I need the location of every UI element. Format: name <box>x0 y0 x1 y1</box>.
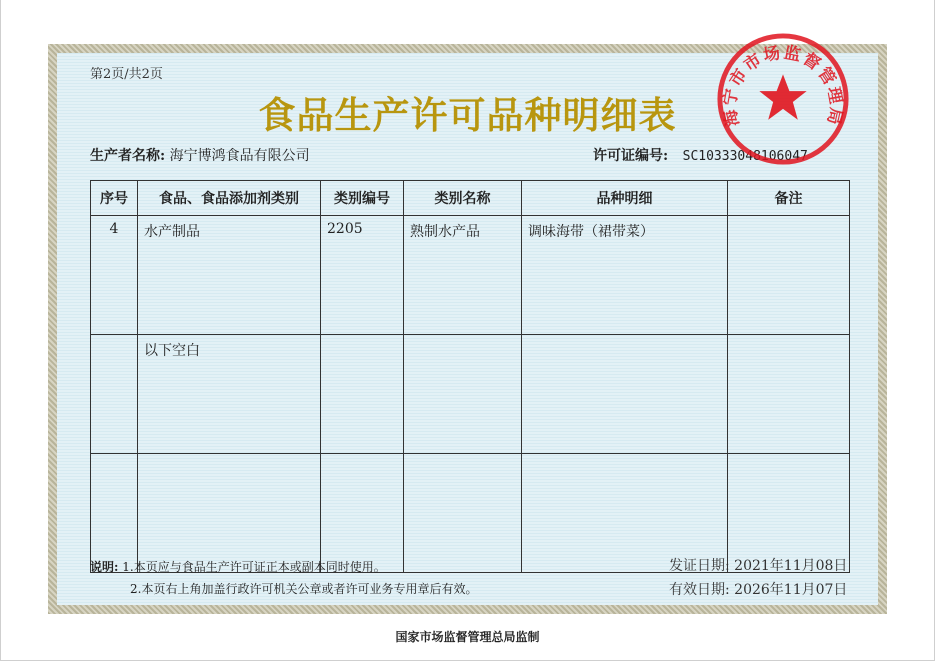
cell-remark <box>728 335 850 454</box>
notes-line-1: 1.本页应与食品生产许可证正本或副本同时使用。 <box>122 560 386 574</box>
cell-category: 水产制品 <box>138 216 321 335</box>
cell-code: 2205 <box>321 216 404 335</box>
document-title: 食品生产许可品种明细表 <box>258 93 677 137</box>
cell-remark <box>728 216 850 335</box>
dates <box>669 554 847 602</box>
notes <box>90 556 477 600</box>
cell-seq <box>91 335 138 454</box>
header-seq: 序号 <box>91 181 138 216</box>
header-code: 类别编号 <box>321 181 404 216</box>
valid-date: 有效日期: 2026年11月07日 <box>669 582 848 598</box>
page-indicator: 第2页/共2页 <box>90 67 163 82</box>
table-row <box>91 335 850 454</box>
license-label: 许可证编号: <box>593 148 669 164</box>
notes-label: 说明: <box>90 560 119 574</box>
cell-name <box>404 335 522 454</box>
producer-name: 海宁博鸿食品有限公司 <box>169 148 310 164</box>
cell-seq <box>91 454 138 573</box>
license-number: SC10333048106047 <box>682 149 808 164</box>
cell-detail <box>522 335 728 454</box>
cell-code <box>321 335 404 454</box>
cell-detail: 调味海带（裙带菜） <box>522 216 728 335</box>
cell-category: 以下空白 <box>138 335 321 454</box>
cell-code <box>321 454 404 573</box>
cell-seq: 4 <box>91 216 138 335</box>
producer-line <box>90 145 310 165</box>
header-category: 食品、食品添加剂类别 <box>138 181 321 216</box>
header-name: 类别名称 <box>404 181 522 216</box>
cell-name <box>404 454 522 573</box>
cell-name: 熟制水产品 <box>404 216 522 335</box>
footer-issuer: 国家市场监督管理总局监制 <box>395 630 540 644</box>
table-header-row <box>91 181 850 216</box>
svg-text:海宁市市场监督管理局: 海宁市市场监督管理局 <box>719 41 847 129</box>
header-detail: 品种明细 <box>522 181 728 216</box>
official-seal-stamp <box>714 30 852 168</box>
seal-star-icon <box>759 74 806 119</box>
variety-table <box>90 180 850 573</box>
header-remark: 备注 <box>728 181 850 216</box>
producer-label: 生产者名称: <box>90 148 166 164</box>
table-row <box>91 216 850 335</box>
issue-date: 发证日期: 2021年11月08日 <box>669 558 848 574</box>
notes-line-2: 2.本页右上角加盖行政许可机关公章或者许可业务专用章后有效。 <box>130 582 478 596</box>
cell-category <box>138 454 321 573</box>
